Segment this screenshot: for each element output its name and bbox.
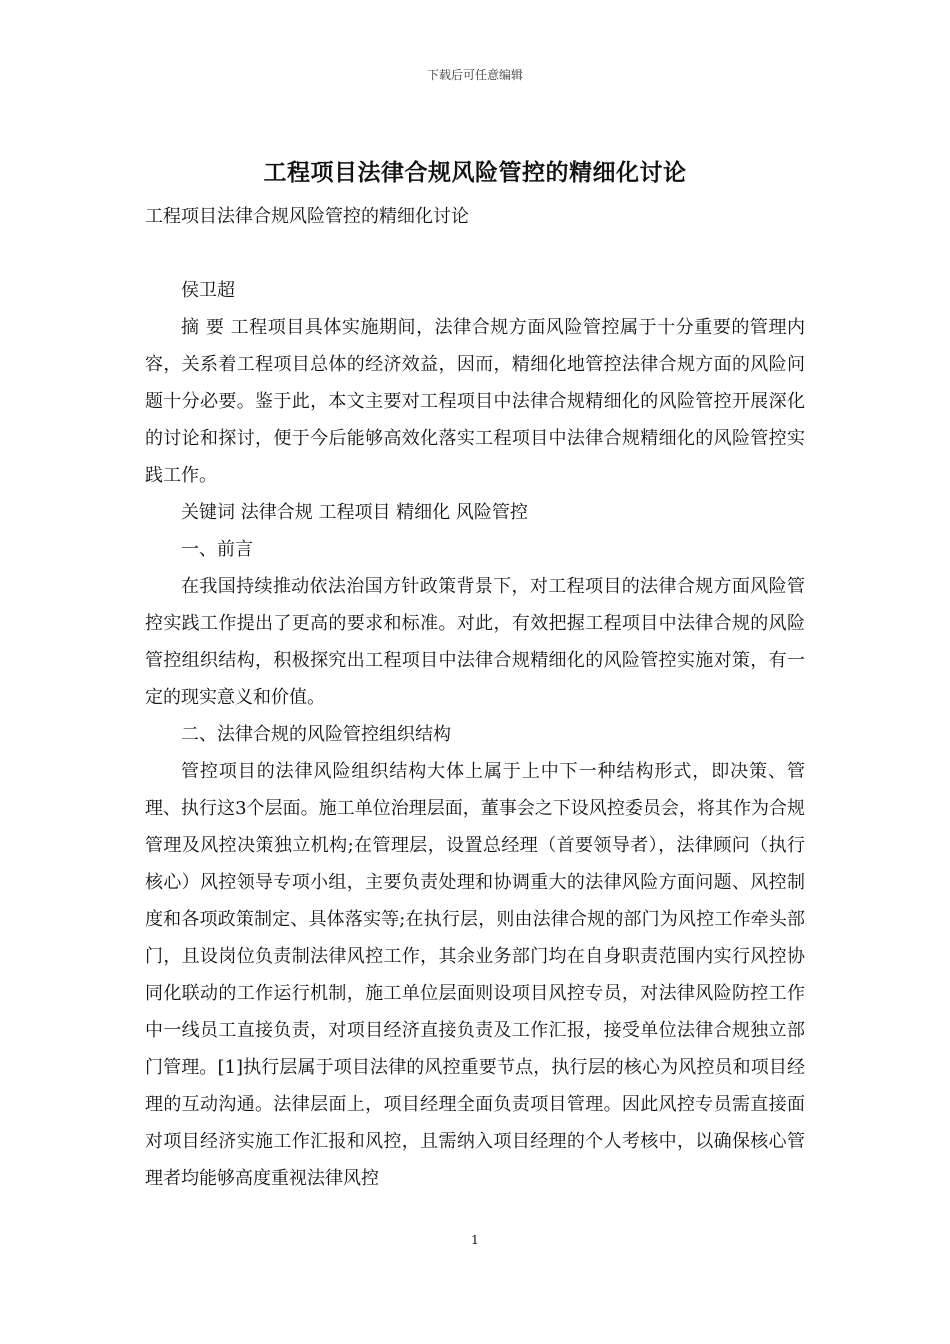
- header-note: 下载后可任意编辑: [426, 68, 523, 82]
- structure-paragraph: 管控项目的法律风险组织结构大体上属于上中下一种结构形式，即决策、管理、执行这3个层面。施工单位治理层面，董事会之下设风控委员会，将其作为合规管理及风控决策独立机构;在管理层，设置总经理（首要领导者），法律顾问（执行核心）风控领导专项小组，主要负责处理和协调重大的法律风险方面问题、风控制度和各项政策制定、具体落实等;在执行层，则由法律合规的部门为风控工作牵头部门，且设岗位负责制法律风控工作，其余业务部门均在自身职责范围内实行风控协同化联动的工作运行机制，施工单位层面则设项目风控专员，对法律风险防控工作中一线员工直接负责，对项目经济直接负责及工作汇报，接受单位法律合规独立部门管理。[1]执行层属于项目法律的风控重要节点，执行层的核心为风控员和项目经理的互动沟通。法律层面上，项目经理全面负责项目管理。因此风控专员需直接面对项目经济实施工作汇报和风控，且需纳入项目经理的个人考核中，以确保核心管理者均能够高度重视法律风控: [145, 761, 805, 1189]
- section-heading-structure: 二、法律合规的风险管控组织结构: [181, 724, 451, 745]
- section-heading-introduction: 一、前言: [181, 539, 253, 560]
- document-title: 工程项目法律合规风险管控的精细化讨论: [263, 159, 687, 186]
- keywords-paragraph: 关键词 法律合规 工程项目 精细化 风险管控: [181, 502, 528, 523]
- document-body: [145, 272, 805, 1197]
- introduction-paragraph: 在我国持续推动依法治国方针政策背景下，对工程项目的法律合规方面风险管控实践工作提出了更高的要求和标准。对此，有效把握工程项目中法律合规的风险管控组织结构，积极探究出工程项目中法律合规精细化的风险管控实施对策，有一定的现实意义和价值。: [145, 576, 805, 708]
- abstract-paragraph: 摘 要 工程项目具体实施期间，法律合规方面风险管控属于十分重要的管理内容，关系着工程项目总体的经济效益，因而，精细化地管控法律合规方面的风险问题十分必要。鉴于此，本文主要对工程项目中法律合规精细化的风险管控开展深化的讨论和探讨，便于今后能够高效化落实工程项目中法律合规精细化的风险管控实践工作。: [145, 317, 805, 486]
- page-number: 1: [471, 1233, 479, 1247]
- document-subtitle: 工程项目法律合规风险管控的精细化讨论: [145, 206, 469, 227]
- author-name: 侯卫超: [181, 280, 235, 301]
